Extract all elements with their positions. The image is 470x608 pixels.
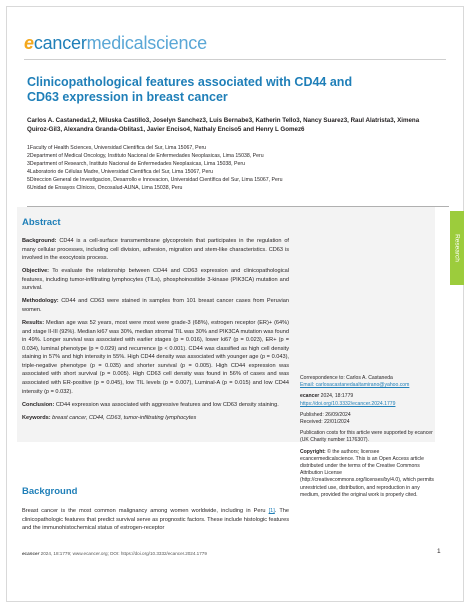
affiliation-2: 2Department of Medical Oncology, Instituto Nacional de Enfermedades Neoplasicas, Lima 15038, Peru — [27, 153, 264, 159]
affiliation-5: 5Direccion General de Investigacion, Desarrollo e Innovacion, Universidad Científica del Sur, Lima 15067, Peru — [27, 177, 283, 183]
abstract-objective: Objective: To evaluate the relationship between CD44 and CD63 expression and clinicopathological features, including tumor-infiltrating lymphocytes (TILs), phosphoinositide 3-kinase (PIK3CA) mutation and survival. — [22, 268, 289, 292]
author-list: Carlos A. Castaneda1,2, Miluska Castillo3, Joselyn Sanchez3, Luis Bernabe3, Katherin Tello3, Nancy Suarez3, Raul Alatrista3, Ximena Quiroz-Gil3, Alexandra Granda-Oblitas1, Javier Enciso4, Nathaly Enciso5 and Henry L Gomez6 — [27, 117, 420, 133]
abstract-body — [22, 237, 289, 427]
abstract-methodology: Methodology: CD44 and CD63 were stained in samples from 101 breast cancer cases from Peruvian women. — [22, 298, 289, 313]
affiliations — [27, 144, 367, 192]
abstract-conclusion: Conclusion: CD44 expression was associated with aggressive features and low CD63 density staining. — [22, 401, 279, 408]
journal-logo[interactable] — [24, 33, 207, 54]
copyright-notice: Copyright: © the authors; licensee ecancermedicalscience. This is an Open Access article distributed under the terms of the Creative Commons Attribution License (http://creativecommons.org/licenses/by/4.0), which permits unrestricted use, distribution, and reproduction in any medium, provided the original work is properly cited. — [300, 448, 434, 498]
abstract-heading: Abstract — [22, 217, 61, 228]
affiliation-6: 6Unidad de Ensayos Clínicos, Oncosalud-AUNA, Lima 15038, Peru — [27, 185, 183, 191]
affiliation-4: 4Laboratorio de Células Madre, Universidad Científica del Sur, Lima 15067, Peru — [27, 169, 213, 175]
page-footer: ecancer 2024, 18:1779; www.ecancer.org; DOI: https://doi.org/10.3332/ecancer.2024.1779 — [22, 551, 207, 556]
reference-link[interactable]: [1] — [268, 508, 275, 514]
article-info-sidebar — [300, 375, 435, 503]
dates-block — [300, 412, 435, 426]
abstract-keywords: Keywords: breast cancer, CD44, CD63, tumor-infiltrating lymphocytes — [22, 414, 197, 421]
citation-block: ecancer 2024, 18:1779 https://doi.org/10.3332/ecancer.2024.1779 — [300, 393, 396, 407]
doi-link[interactable]: https://doi.org/10.3332/ecancer.2024.1779 — [300, 400, 396, 407]
article-title: Clinicopathological features associated with CD44 and CD63 expression in breast cancer — [27, 75, 353, 104]
abstract-results: Results: Median age was 52 years, most were most were grade-3 (68%), estrogen receptor (ER)+ (64%) and stage II-III (92%). Median ki67 was 30%, median stromal TIL was 30% and PIK3CA mutation was found in 49%. Longer survival was associated with earlier stages (p = 0.016), lower ki67 (p = 0.023), ER+ (p = 0.034), luminal phenotype (p = 0.029) and recurrence (p < 0.001). CD44 was classified as high cell density staining in 57% and high intensity in 55%. High CD44 density was associated with younger age (p = 0.043), triple-negative phenotype (p = 0.035) and shorter survival (p = 0.005). High CD44 expression was associated with short survival (p = 0.005). High CD63 cell density was found in 56% of cases and was associated with ER-positive (p = 0.045), low TIL levels (p = 0.007), Luminal-A (p = 0.015) and low CD44 intensity (p = 0.032). — [22, 319, 289, 395]
section-tab-label: Research — [453, 234, 461, 262]
header-divider — [24, 59, 446, 60]
section-tab — [450, 211, 464, 285]
background-paragraph: Breast cancer is the most common malignancy among women worldwide, including in Peru [1]. The clinicopathologic features that predict survival serve as prognostic factors. These include histologic features and the immunohistochemical status of estrogen-receptor — [22, 508, 289, 532]
affiliation-1: 1Faculty of Health Sciences, Universidad Científica del Sur, Lima 15067, Peru — [27, 145, 207, 151]
background-heading: Background — [22, 486, 78, 497]
published-date: Published: 26/09/2024 — [300, 411, 351, 418]
logo-cancer: cancer — [33, 33, 87, 53]
correspondence-block — [300, 375, 435, 389]
abstract-background: Background: CD44 is a cell-surface transmembrane glycoprotein that participates in the regulation of many cellular processes, including cell division, adhesion, migration and stem-like characteristics. CD63 is involved in the exocytosis process. — [22, 238, 289, 262]
logo-e: e — [24, 33, 34, 53]
correspondence: Correspondence to: Carlos A. Castaneda — [300, 375, 393, 381]
correspondence-email[interactable]: Email: carlosacastanedaaltamirano@yahoo.com — [300, 382, 410, 389]
received-date: Received: 22/01/2024 — [300, 419, 350, 426]
page-number: 1 — [437, 548, 441, 555]
affiliation-3: 3Department of Research, Instituto Nacional de Enfermedades Neoplasicas, Lima 15038, Peru — [27, 161, 245, 167]
logo-medicalscience: medicalscience — [86, 33, 207, 53]
publication-costs: Publication costs for this article were supported by ecancer (UK Charity number 1176307). — [300, 430, 433, 444]
